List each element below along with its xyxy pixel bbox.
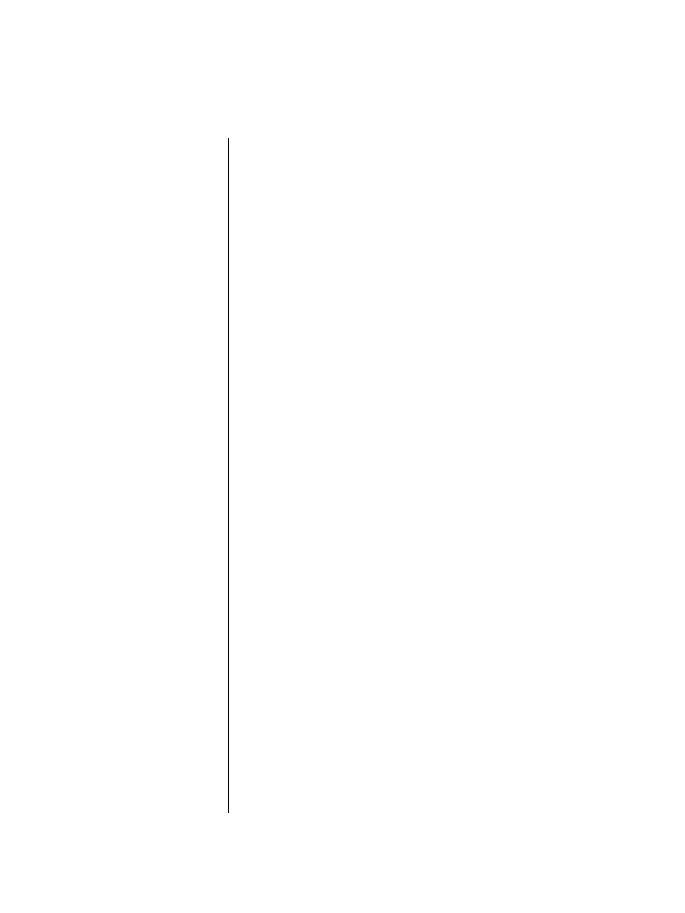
column-header-row [0, 127, 685, 137]
dendrogram-separator [228, 138, 229, 813]
